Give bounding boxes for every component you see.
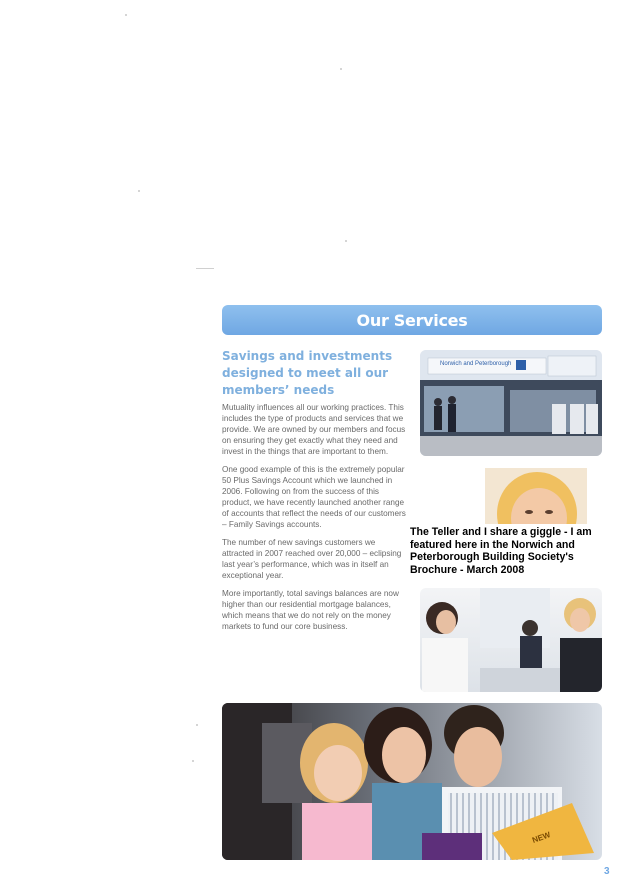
banner-title: Our Services bbox=[356, 310, 468, 330]
section-banner bbox=[222, 305, 602, 335]
scan-speck bbox=[138, 190, 140, 192]
scan-speck bbox=[345, 240, 347, 242]
brochure-badge: NEW bbox=[531, 830, 552, 845]
page-number: 3 bbox=[604, 866, 610, 877]
paragraph: Mutuality influences all our working practices. This includes the type of products and services that we provide. We are owned by our members and focus on ensuring they get exactly what they need and invest in the things that are important to them. bbox=[222, 403, 406, 456]
scan-speck bbox=[340, 68, 342, 70]
paragraph: More importantly, total savings balances are now higher than our residential mortgage balances, which means that we do not rely on the money markets to fund our core business. bbox=[222, 589, 399, 631]
family-photo bbox=[222, 703, 602, 860]
face-svg bbox=[485, 468, 587, 524]
scan-speck bbox=[125, 14, 127, 16]
teller-photo-svg bbox=[420, 588, 602, 692]
branch-sign-text: Norwich and Peterborough bbox=[440, 361, 512, 367]
scan-line bbox=[196, 268, 214, 269]
section-heading: Savings and investments designed to meet all our members’ needs bbox=[222, 349, 393, 397]
photo-caption: The Teller and I share a giggle - I am featured here in the Norwich and Peterborough Building Society's Brochure - March 2008 bbox=[410, 526, 592, 576]
smiling-face-photo bbox=[485, 468, 587, 524]
paragraph: One good example of this is the extremely popular 50 Plus Savings Account which we launched in 2006. Following on from the success of this product, we have recently launched another range of accounts that reflect the needs of our customers – Family Savings accounts. bbox=[222, 465, 406, 529]
teller-photo bbox=[420, 588, 602, 692]
branch-photo bbox=[420, 350, 602, 456]
paragraph: The number of new savings customers we attracted in 2007 reached over 20,000 – eclipsing last year’s performance, which was in itself an exceptional year. bbox=[222, 538, 402, 580]
body-copy bbox=[222, 402, 406, 639]
scan-speck bbox=[192, 760, 194, 762]
scan-speck bbox=[196, 724, 198, 726]
